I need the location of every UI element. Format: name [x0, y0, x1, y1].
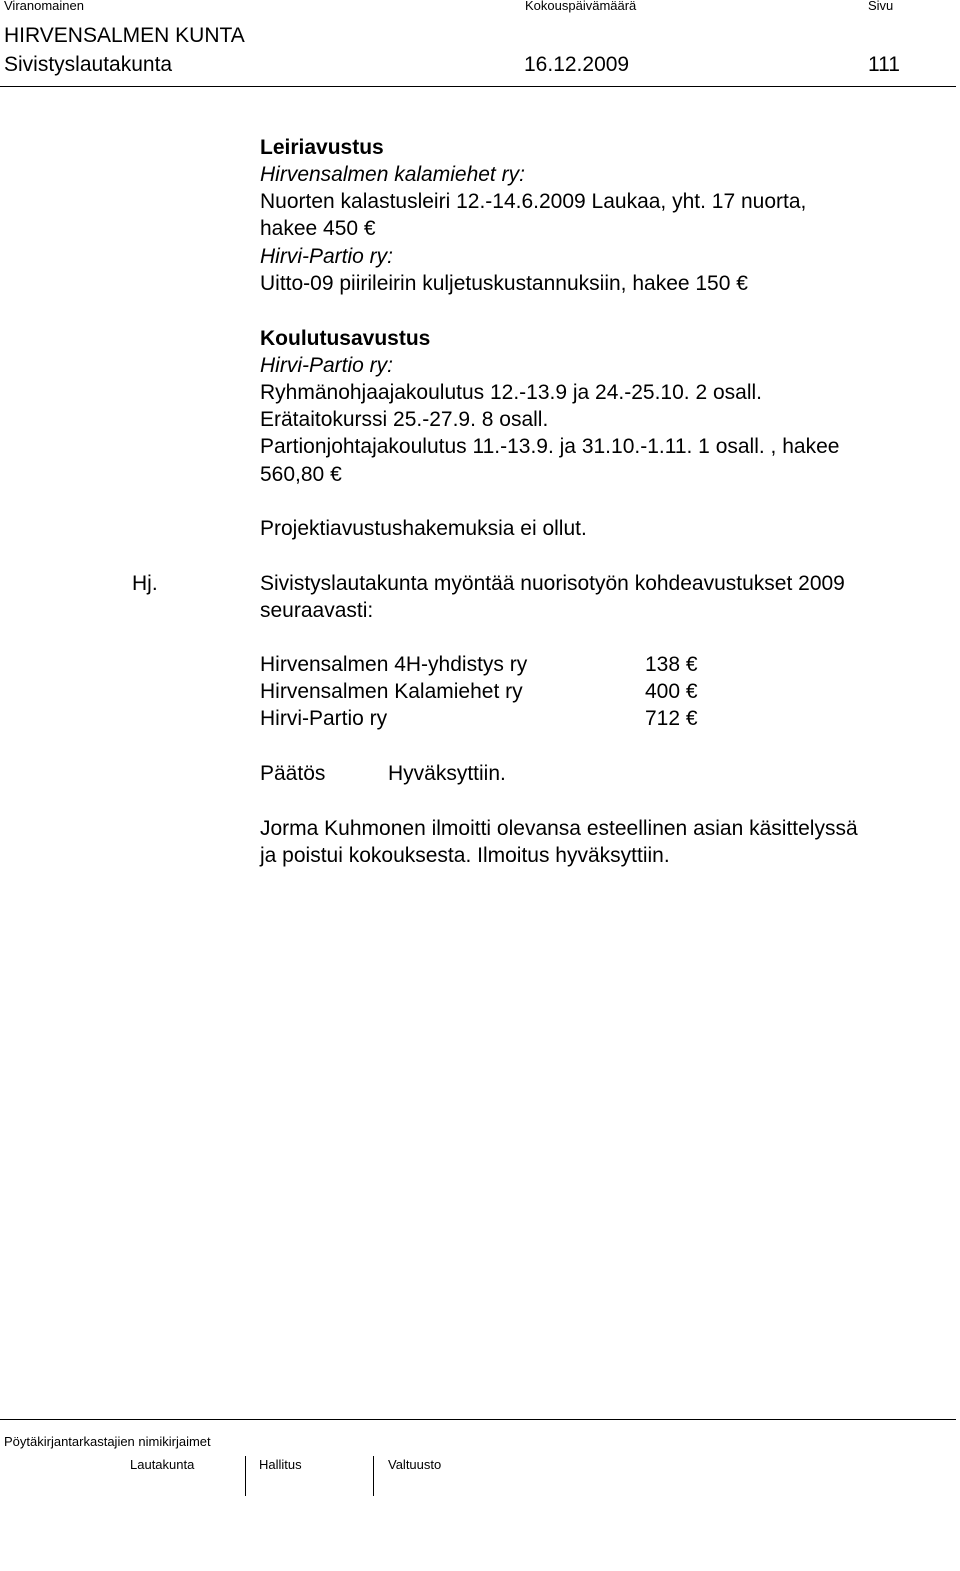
application-text: Erätaitokurssi 25.-27.9. 8 osall. [260, 408, 549, 431]
grant-amount: 400 € [645, 680, 698, 703]
applicant-name: Hirvi-Partio ry: [260, 245, 394, 268]
committee-name: Sivistyslautakunta [4, 53, 173, 76]
proposal-text: seuraavasti: [260, 599, 374, 622]
signature-column-board: Hallitus [259, 1457, 302, 1472]
header-label-meeting-date: Kokouspäivämäärä [525, 0, 637, 13]
organization-name: HIRVENSALMEN KUNTA [4, 24, 245, 47]
grant-amount: 712 € [645, 707, 698, 730]
grant-amount: 138 € [645, 653, 698, 676]
signature-divider [245, 1456, 246, 1496]
section-heading-training-grant: Koulutusavustus [260, 327, 431, 350]
application-text: 560,80 € [260, 463, 342, 486]
signatures-label: Pöytäkirjantarkastajien nimikirjaimet [4, 1434, 211, 1449]
meeting-date: 16.12.2009 [524, 53, 630, 76]
proposal-text: Sivistyslautakunta myöntää nuorisotyön kohdeavustukset 2009 [260, 572, 845, 595]
header-divider [0, 86, 956, 87]
decision-label: Päätös [260, 762, 326, 785]
application-text: Ryhmänohjaajakoulutus 12.-13.9 ja 24.-25.10. 2 osall. [260, 381, 762, 404]
header-label-page: Sivu [868, 0, 894, 13]
no-project-applications-note: Projektiavustushakemuksia ei ollut. [260, 517, 587, 540]
signature-divider [373, 1456, 374, 1496]
header-label-authority: Viranomainen [4, 0, 84, 13]
grant-recipient: Hirvi-Partio ry [260, 707, 388, 730]
application-text: Uitto-09 piirileirin kuljetuskustannuksiin, hakee 150 € [260, 272, 748, 295]
signature-column-council: Valtuusto [388, 1457, 442, 1472]
signature-column-committee: Lautakunta [130, 1457, 195, 1472]
application-text: Nuorten kalastusleiri 12.-14.6.2009 Laukaa, yht. 17 nuorta, [260, 190, 807, 213]
applicant-name: Hirvi-Partio ry: [260, 354, 394, 377]
applicant-name: Hirvensalmen kalamiehet ry: [260, 163, 525, 186]
proposal-label: Hj. [132, 572, 158, 595]
disqualification-text: ja poistui kokouksesta. Ilmoitus hyväksyttiin. [260, 844, 670, 867]
decision-text: Hyväksyttiin. [388, 762, 506, 785]
section-heading-camp-grant: Leiriavustus [260, 136, 384, 159]
grant-recipient: Hirvensalmen 4H-yhdistys ry [260, 653, 528, 676]
grant-recipient: Hirvensalmen Kalamiehet ry [260, 680, 523, 703]
application-text: hakee 450 € [260, 217, 376, 240]
page-number: 111 [868, 53, 900, 76]
application-text: Partionjohtajakoulutus 11.-13.9. ja 31.10.-1.11. 1 osall. , hakee [260, 435, 840, 458]
footer-divider [0, 1419, 956, 1420]
disqualification-text: Jorma Kuhmonen ilmoitti olevansa esteellinen asian käsittelyssä [260, 817, 858, 840]
